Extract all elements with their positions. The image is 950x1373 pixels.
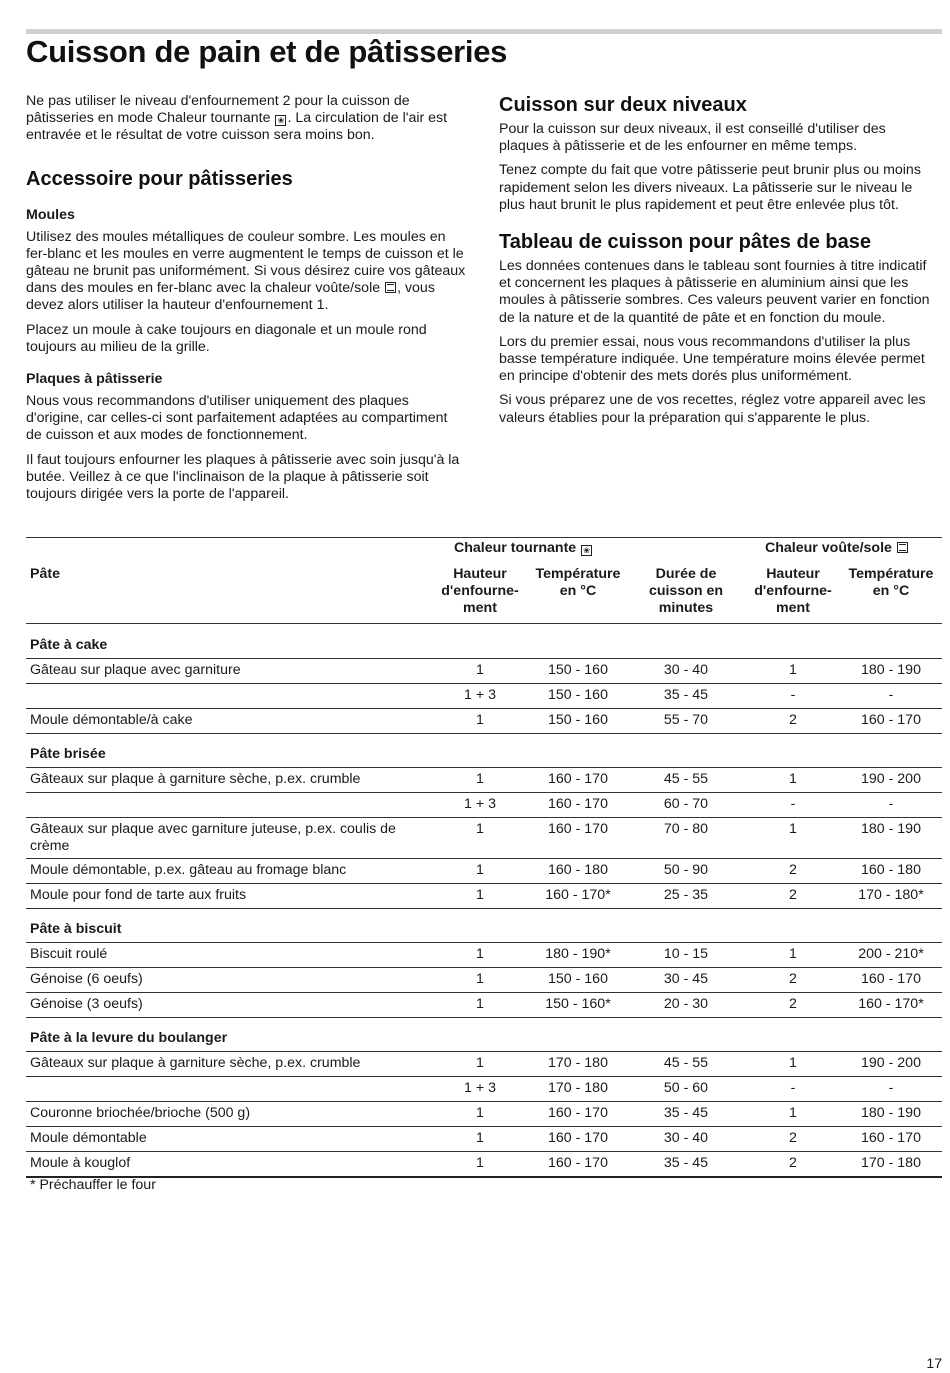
table-cell: 150 - 160* xyxy=(545,996,611,1012)
table-cell: 35 - 45 xyxy=(663,1105,709,1121)
table-cell: 170 - 180* xyxy=(858,887,924,903)
tableau-heading: Tableau de cuisson pour pâtes de base xyxy=(499,231,871,254)
row-rule xyxy=(26,817,942,818)
table-cell: 160 - 170 xyxy=(548,1105,608,1121)
table-cell: 160 - 170 xyxy=(548,771,608,787)
section-rule xyxy=(26,1051,942,1052)
tableau-paragraph-1: Les données contenues dans le tableau sont fournies à titre indicatif et concernent les plaques à pâtisserie en aluminium ainsi que les moules à pâtisserie sombres. Ces valeurs peuvent varier en fonction de la nature et de la quantité de pâte et en fonction du moule. xyxy=(499,258,930,326)
table-cell: 1 xyxy=(789,1105,797,1121)
table-top-rule xyxy=(26,537,942,538)
group-header-voute: Chaleur voûte/sole xyxy=(765,540,909,557)
table-cell: 1 + 3 xyxy=(464,687,496,703)
table-cell: - xyxy=(888,1080,894,1096)
right-column xyxy=(499,93,939,434)
table-cell: 160 - 180 xyxy=(861,862,921,878)
col-header-hauteur-voute: Hauteur d'enfourne- ment xyxy=(754,566,832,616)
table-cell: 2 xyxy=(789,887,797,903)
table-cell: 200 - 210* xyxy=(858,946,924,962)
table-row-label: Moule démontable, p.ex. gâteau au fromage blanc xyxy=(30,862,347,878)
col-header-hauteur-tournante: Hauteur d'enfourne- ment xyxy=(441,566,519,616)
table-cell: 160 - 170* xyxy=(858,996,924,1012)
deux-niveaux-heading: Cuisson sur deux niveaux xyxy=(499,94,747,116)
top-bottom-heat-icon xyxy=(385,282,396,293)
table-cell: 1 xyxy=(476,862,484,878)
table-cell: 1 xyxy=(476,1055,484,1071)
table-cell: 55 - 70 xyxy=(663,712,709,728)
table-cell: 35 - 45 xyxy=(663,687,709,703)
row-rule xyxy=(26,1076,942,1077)
table-cell: 1 xyxy=(476,821,484,837)
table-cell: 1 xyxy=(476,1130,484,1146)
plaques-heading: Plaques à pâtisserie xyxy=(26,371,163,388)
table-cell: 160 - 170 xyxy=(548,821,608,837)
row-rule xyxy=(26,883,942,884)
row-rule xyxy=(26,858,942,859)
section-rule xyxy=(26,767,942,768)
table-cell: 190 - 200 xyxy=(861,771,921,787)
fan-icon: ❀ xyxy=(275,115,286,126)
table-cell: 180 - 190* xyxy=(545,946,611,962)
col-header-pate: Pâte xyxy=(30,566,60,582)
table-row-label: Couronne briochée/brioche (500 g) xyxy=(30,1105,251,1121)
table-cell: 25 - 35 xyxy=(663,887,709,903)
table-cell: 2 xyxy=(789,1130,797,1146)
page-title: Cuisson de pain et de pâtisseries xyxy=(26,34,508,69)
table-cell: 50 - 90 xyxy=(663,862,709,878)
table-row-label: Génoise (3 oeufs) xyxy=(30,996,143,1012)
col-header-temperature-tournante: Température en °C xyxy=(535,566,621,599)
table-row-label: Moule pour fond de tarte aux fruits xyxy=(30,887,247,903)
table-row-label: Gâteaux sur plaque à garniture sèche, p.ex. crumble xyxy=(30,1055,361,1071)
moules-heading: Moules xyxy=(26,206,75,223)
row-rule xyxy=(26,708,942,709)
table-cell: - xyxy=(790,687,796,703)
table-row-label: Moule à kouglof xyxy=(30,1155,131,1171)
row-rule xyxy=(26,1101,942,1102)
table-cell: 150 - 160 xyxy=(548,712,608,728)
table-cell: 70 - 80 xyxy=(663,821,709,837)
table-cell: 2 xyxy=(789,862,797,878)
top-bottom-heat-icon xyxy=(897,542,908,553)
table-cell: 30 - 40 xyxy=(663,662,709,678)
table-row-label: Gâteaux sur plaque à garniture sèche, p.ex. crumble xyxy=(30,771,361,787)
table-cell: 1 xyxy=(476,771,484,787)
table-cell: 1 xyxy=(789,946,797,962)
table-cell: 1 xyxy=(789,771,797,787)
left-column xyxy=(26,93,466,510)
row-rule xyxy=(26,683,942,684)
plaques-paragraph-2: Il faut toujours enfourner les plaques à pâtisserie avec soin jusqu'à la butée. Veillez à ce que l'inclinaison de la plaque à pâtisserie soit toujours dirigée vers la porte de l'appareil. xyxy=(26,451,460,503)
moules-paragraph-2: Placez un moule à cake toujours en diagonale et un moule rond toujours au milieu de la grille. xyxy=(26,321,427,355)
table-row-label: Génoise (6 oeufs) xyxy=(30,971,143,987)
table-cell: 20 - 30 xyxy=(663,996,709,1012)
header-bottom-rule xyxy=(26,623,942,624)
col-header-duree: Durée de cuisson en minutes xyxy=(648,566,724,616)
section-label: Pâte à biscuit xyxy=(30,921,122,937)
table-cell: 190 - 200 xyxy=(861,1055,921,1071)
row-rule xyxy=(26,1151,942,1152)
row-rule xyxy=(26,1126,942,1127)
tableau-paragraph-2: Lors du premier essai, nous vous recommandons d'utiliser la plus basse température indiquée. Une température moins élevée permet en principe d'obtenir des mets dorés plus uniformément. xyxy=(499,333,925,385)
table-cell: - xyxy=(888,687,894,703)
group-end-rule xyxy=(26,1017,942,1018)
table-cell: 1 xyxy=(476,1105,484,1121)
table-cell: 160 - 170 xyxy=(861,971,921,987)
table-cell: 180 - 190 xyxy=(861,662,921,678)
section-rule xyxy=(26,942,942,943)
page-number: 17 xyxy=(926,1355,942,1371)
table-cell: 45 - 55 xyxy=(663,1055,709,1071)
group-end-rule xyxy=(26,1176,942,1178)
row-rule xyxy=(26,792,942,793)
table-cell: 1 xyxy=(789,662,797,678)
table-cell: 180 - 190 xyxy=(861,821,921,837)
table-cell: 1 xyxy=(476,996,484,1012)
intro-paragraph: Ne pas utiliser le niveau d'enfournement 2 pour la cuisson de pâtisseries en mode Chaleur tournante ❀ . La circulation de l'air est entravée et le résultat de votre cuisson sera moins bon. xyxy=(26,93,448,144)
table-row-label: Gâteaux sur plaque avec garniture juteuse, p.ex. coulis de crème xyxy=(30,821,396,854)
group-header-tournante: Chaleur tournante ❀ xyxy=(454,540,593,557)
plaques-paragraph-1: Nous vous recommandons d'utiliser uniquement des plaques d'origine, car celles-ci sont parfaitement adaptées au compartiment de cuisson et aux modes de fonctionnement. xyxy=(26,393,448,444)
table-cell: 160 - 170 xyxy=(861,712,921,728)
table-cell: - xyxy=(790,796,796,812)
table-cell: 35 - 45 xyxy=(663,1155,709,1171)
table-cell: 160 - 170 xyxy=(861,1130,921,1146)
table-cell: 45 - 55 xyxy=(663,771,709,787)
table-cell: 1 xyxy=(476,887,484,903)
fan-icon: ❀ xyxy=(581,545,592,556)
section-label: Pâte à la levure du boulanger xyxy=(30,1030,228,1046)
table-cell: 160 - 180 xyxy=(548,862,608,878)
table-cell: 50 - 60 xyxy=(663,1080,709,1096)
table-cell: 1 xyxy=(476,946,484,962)
table-row-label: Biscuit roulé xyxy=(30,946,108,962)
table-cell: 1 xyxy=(476,712,484,728)
table-cell: 160 - 170 xyxy=(548,1130,608,1146)
table-cell: 150 - 160 xyxy=(548,662,608,678)
table-cell: 150 - 160 xyxy=(548,687,608,703)
table-cell: 1 + 3 xyxy=(464,796,496,812)
table-cell: 10 - 15 xyxy=(663,946,709,962)
table-row-label: Moule démontable xyxy=(30,1130,147,1146)
table-cell: 1 xyxy=(476,1155,484,1171)
table-row-label: Moule démontable/à cake xyxy=(30,712,193,728)
table-cell: 160 - 170* xyxy=(545,887,611,903)
table-cell: 2 xyxy=(789,971,797,987)
table-cell: - xyxy=(790,1080,796,1096)
table-cell: 2 xyxy=(789,996,797,1012)
tableau-paragraph-3: Si vous préparez une de vos recettes, réglez votre appareil avec les valeurs établies pour la préparation qui s'apparente le plus. xyxy=(499,392,926,426)
row-rule xyxy=(26,967,942,968)
col-header-temperature-voute: Température en °C xyxy=(848,566,934,599)
section-label: Pâte à cake xyxy=(30,637,108,653)
table-cell: 1 xyxy=(789,1055,797,1071)
accessoire-heading: Accessoire pour pâtisseries xyxy=(26,167,293,190)
table-cell: 2 xyxy=(789,1155,797,1171)
table-cell: 150 - 160 xyxy=(548,971,608,987)
table-cell: 160 - 170 xyxy=(548,1155,608,1171)
deux-niveaux-paragraph-2: Tenez compte du fait que votre pâtisserie peut brunir plus ou moins rapidement selon les divers niveaux. La pâtisserie sur le niveau le plus haut brunit le plus rapidement et peut être enlevée plus tôt. xyxy=(499,162,921,213)
section-rule xyxy=(26,658,942,659)
table-cell: - xyxy=(888,796,894,812)
table-cell: 1 xyxy=(476,971,484,987)
table-cell: 1 xyxy=(789,821,797,837)
row-rule xyxy=(26,992,942,993)
group-end-rule xyxy=(26,908,942,909)
section-label: Pâte brisée xyxy=(30,746,106,762)
footnote: * Préchauffer le four xyxy=(30,1177,156,1193)
table-cell: 2 xyxy=(789,712,797,728)
table-cell: 30 - 45 xyxy=(663,971,709,987)
deux-niveaux-paragraph-1: Pour la cuisson sur deux niveaux, il est conseillé d'utiliser des plaques à pâtisserie et de les enfourner en même temps. xyxy=(499,121,886,155)
table-cell: 170 - 180 xyxy=(861,1155,921,1171)
table-cell: 170 - 180 xyxy=(548,1055,608,1071)
table-cell: 1 xyxy=(476,662,484,678)
table-cell: 30 - 40 xyxy=(663,1130,709,1146)
group-end-rule xyxy=(26,733,942,734)
table-cell: 160 - 170 xyxy=(548,796,608,812)
table-row-label: Gâteau sur plaque avec garniture xyxy=(30,662,241,678)
table-cell: 170 - 180 xyxy=(548,1080,608,1096)
moules-paragraph-1: Utilisez des moules métalliques de couleur sombre. Les moules en fer-blanc et les moules en verre augmentent le temps de cuisson et le gâteau ne brunit pas uniformément. Si vous désirez cuire vos gâteaux dans des moules en fer-blanc avec la chaleur voûte/sole , vous devez alors utiliser la hauteur d'enfournement 1. xyxy=(26,228,466,314)
table-cell: 60 - 70 xyxy=(663,796,709,812)
table-cell: 180 - 190 xyxy=(861,1105,921,1121)
table-cell: 1 + 3 xyxy=(464,1080,496,1096)
